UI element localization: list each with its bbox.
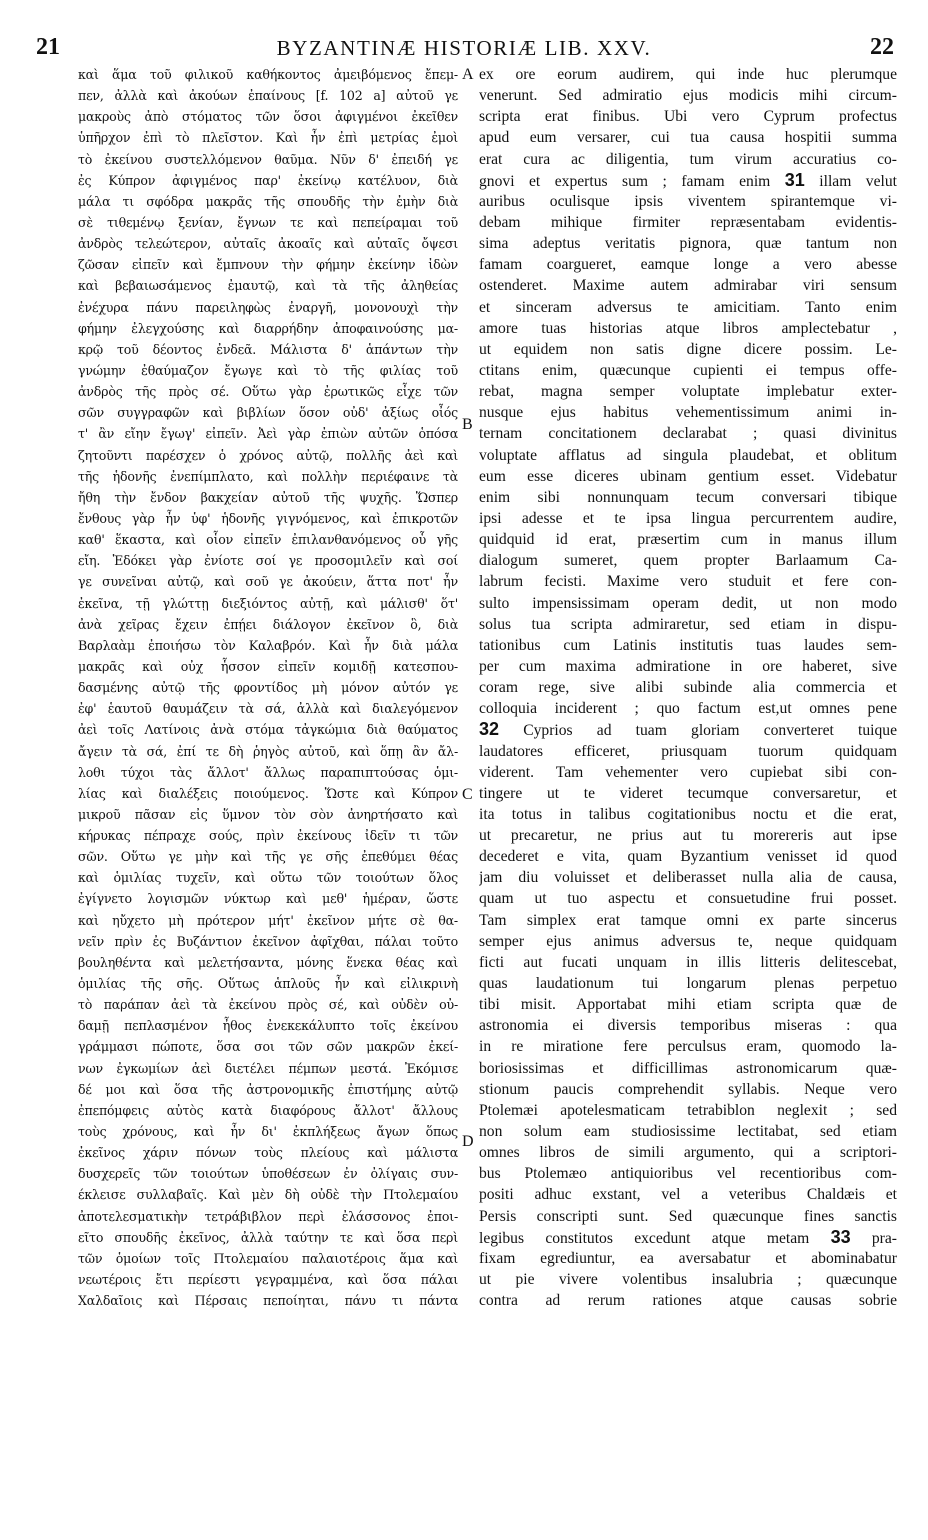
text-line: tingere ut te videret tecumque conversaretur, et bbox=[479, 784, 897, 802]
text-line: σῶν συγγραφῶν καὶ βιβλίων ὅσον οὐδ' ἀξίως οἶός bbox=[78, 405, 458, 421]
text-line: viderent. Tam vehementer vero cupiebat sibi con- bbox=[479, 763, 897, 781]
text-line: dialogum sumeret, quem propter Barlaamum Ca- bbox=[479, 552, 897, 570]
text-line: κήρυκας πέπραχε σούς, πρὶν ἐκείνους ἰδεῖν τι τῶν bbox=[78, 828, 458, 844]
text-line: tationibus cum Latinis institutis tuas laudes sem- bbox=[479, 636, 897, 654]
text-line: enim sibi nonnunquam tecum conversari tibique bbox=[479, 488, 897, 506]
text-line: λίας καὶ διαλέξεις ποιούμενος. Ὥστε καὶ Κύπρον bbox=[78, 785, 458, 801]
text-line: ζητοῦντι παρέσχεν ὁ χρόνος αὐτῷ, πολλῆς ἀεὶ καὶ bbox=[78, 447, 458, 463]
margin-page-number: 31 bbox=[784, 169, 805, 190]
text-line: nusque ejus habitus vehementissimum animi in- bbox=[479, 404, 897, 422]
text-line: εῖτο σπουδῆς ἐκεῖνος, ἀλλὰ ταύτην τε καὶ ὅσα περὶ bbox=[78, 1229, 458, 1245]
text-line: quidquid id erat, præsertim cum in manus illum bbox=[479, 531, 897, 549]
text-line: legibus constitutos excedunt atque metam 33 pra- bbox=[479, 1226, 897, 1247]
text-line: ἐνέχυρα πάνυ παρειληφὼς ἐναργῆ, μονονουχὶ τὴν bbox=[78, 299, 458, 315]
text-line: Ptolemæi apotelesmaticam tetrabiblon neglexit ; sed bbox=[479, 1101, 897, 1119]
text-line: Χαλδαῖοις καὶ Πέρσαις πεποίηται, πάνυ τι πάντα bbox=[78, 1293, 458, 1309]
text-line: καθ' ἕκαστα, καὶ οἷον εἰπεῖν ἐπιλανθανόμενος οὗ γῆς bbox=[78, 532, 458, 548]
section-marker-a: A bbox=[462, 66, 474, 83]
margin-page-number: 33 bbox=[830, 1226, 851, 1247]
text-line: έκλεισε συλλαβαῖς. Καὶ μὲν δὴ οὐδὲ τὴν Πτολεμαίου bbox=[78, 1187, 458, 1203]
text-line: solus tua scripta admiraretur, sed etiam in dispu- bbox=[479, 615, 897, 633]
text-line: per cum maxima admiratione in ore haberet, sive bbox=[479, 657, 897, 675]
text-line: ἐκεῖνος χάριν πόνων τοὺς πλείους καὶ μάλιστα bbox=[78, 1145, 458, 1161]
text-line: et sinceram adversus te amicitiam. Tanto enim bbox=[479, 298, 897, 316]
text-line: scripta erat finibus. Ubi vero Cyprum profectus bbox=[479, 108, 897, 126]
text-line: ostenderet. Maxime autem admirabar viri sensum bbox=[479, 277, 897, 295]
text-line: λοθι τύχοι τὰς ἄλλοτ' ἄλλως παραπιπτούσας ὁμι- bbox=[78, 764, 458, 780]
text-line: coram rege, sive alibi subinde alia commercia et bbox=[479, 679, 897, 697]
text-line: μακρᾶς καὶ οὐχ ἧσσον εἰπεῖν κομιδῇ κατεσπου- bbox=[78, 658, 458, 674]
text-line: ut pie vivere volentibus insalubria ; quæcunque bbox=[479, 1271, 897, 1289]
text-line: δυσχερεῖς τῶν τοιούτων ὑποθέσεων ἐν ὀλίγαις συν- bbox=[78, 1166, 458, 1182]
text-line: νεῖν πρὶν ἐς Βυζάντιον ἐκεῖνον ἀφῖχθαι, πάλαι τοῦτο bbox=[78, 933, 458, 949]
section-marker-c: C bbox=[462, 786, 473, 803]
text-line: venerunt. Sed admiratio ejus modicis mihi circum- bbox=[479, 87, 897, 105]
text-line: tibi misit. Apportabat mihi etiam scripta quæ de bbox=[479, 996, 897, 1014]
text-line: ipsi adesse et te ipsa lingua percurrentem audire, bbox=[479, 509, 897, 527]
text-line: in re miratione fere perculsus eram, quomodo la- bbox=[479, 1038, 897, 1056]
text-line: μακροὺς ἀπὸ στόματος τῶν ὅσοι ἀφιγμένοι ἐκεῖθεν bbox=[78, 109, 458, 125]
text-line: astronomia ei diversis temporibus miseras : qua bbox=[479, 1017, 897, 1035]
text-line: omnes libros de simili argumento, qui a scriptori- bbox=[479, 1144, 897, 1162]
text-line: labrum fecisti. Maxime vero studuit et fere con- bbox=[479, 573, 897, 591]
text-line: ἔνθους γὰρ ἦν ὑφ' ἡδονῆς γιγνόμενος, καὶ ἐπικροτῶν bbox=[78, 510, 458, 526]
text-line: erat cura ac diligentia, tum virum accuratius co- bbox=[479, 150, 897, 168]
text-line: γράμμασι πώποτε, ὅσα σοι τῶν σῶν μακρῶν ἐκεί- bbox=[78, 1039, 458, 1055]
text-line: decederet e vita, quam Byzantium venisset id quod bbox=[479, 848, 897, 866]
text-line: apud eum versarer, cui tua causa hospitii summa bbox=[479, 129, 897, 147]
text-line: ut precaretur, ne prius aut tu morereris aut ipse bbox=[479, 827, 897, 845]
text-line: τοὺς χρόνους, καὶ ἦν δι' ἐκπλήξεως ἄγων ὅπως bbox=[78, 1124, 458, 1140]
text-line: καὶ βεβαιωσάμενος ἐμαυτῷ, καὶ τὰ τῆς ἀληθείας bbox=[78, 278, 458, 294]
text-line: μάλα τι σφόδρα μακρᾶς τῆς σπουδῆς τὴν ἐμὴν διὰ bbox=[78, 193, 458, 209]
text-line: ex ore eorum audirem, qui inde huc plerumque bbox=[479, 66, 897, 83]
text-line: νων ἐγκωμίων ἀεὶ διετέλει πέμπων μεστά. Ἐκόμισε bbox=[78, 1060, 458, 1076]
text-line: ἀνδρὸς τελεώτερον, αὐταῖς ἀκοαῖς καὶ αὐταῖς ὄψεσι bbox=[78, 236, 458, 252]
text-line: quas laudationum tui longarum plenas perpetuo bbox=[479, 975, 897, 993]
text-line: amore tuas historias atque libros amplectebatur , bbox=[479, 319, 897, 337]
running-header bbox=[30, 34, 898, 64]
text-line: ficti aut fucati unquam in illis litteris delitescebat, bbox=[479, 953, 897, 971]
text-line: eum esse diceres ubinam gentium esset. Videbatur bbox=[479, 467, 897, 485]
text-line: ἐπεπόμφεις αὐτὸς κατὰ διαφόρους ἄλλοτ' ἄλλους bbox=[78, 1102, 458, 1118]
text-line: εἴη. Ἐδόκει γὰρ ἐνίοτε σοί γε προσομιλεῖν καὶ σοί bbox=[78, 553, 458, 569]
latin-text-column bbox=[479, 64, 897, 1311]
text-line: auribus oculisque ipsis viventem spirantemque vi- bbox=[479, 192, 897, 210]
text-line: ἐγίγνετο λογισμῶν νύκτωρ καὶ μεθ' ἡμέραν, ὥστε bbox=[78, 891, 458, 907]
text-line: καὶ ὁμιλίας τυχεῖν, καὶ οὕτω τῶν τοιούτων ὅλος bbox=[78, 870, 458, 886]
text-line: καὶ ηὔχετο μὴ πρότερον μήτ' ἐκεῖνον μήτε σὲ θα- bbox=[78, 912, 458, 928]
text-line: ἐφ' ἑαυτοῦ θαυμάζειν τὰ σά, ἀλλὰ καὶ διαλεγόμενον bbox=[78, 701, 458, 717]
text-line: Tam simplex erat tamque omni ex parte sincerus bbox=[479, 911, 897, 929]
text-line: κρῷ τοῦ δέοντος ἐνδεᾶ. Μάλιστα δ' ἁπάντων τὴν bbox=[78, 341, 458, 357]
text-line: σῶν. Οὕτω γε μὴν καὶ τῆς γε σῆς ἐπεθύμει θέας bbox=[78, 849, 458, 865]
text-line: ἄγειν τὰ σά, ἐπί τε δὴ ῥηγὸς αὐτοῦ, καὶ ὅπῃ ἂν ἄλ- bbox=[78, 743, 458, 759]
text-line: ἀνδρὸς τῆς πρὸς σέ. Οὕτω γὰρ ἐρωτικῶς εἶχε τῶν bbox=[78, 384, 458, 400]
text-line: non solum eam studiosissime lectitabat, sed etiam bbox=[479, 1123, 897, 1141]
margin-page-number: 32 bbox=[479, 719, 500, 740]
text-line: rebat, magna semper voluptate implebatur exter- bbox=[479, 383, 897, 401]
text-line: ἐς Κύπρον ἀφιγμένος παρ' ἐκείνῳ κατέλυον, διὰ bbox=[78, 172, 458, 188]
text-line: quam ut tuo aspectu et consuetudine frui posset. bbox=[479, 890, 897, 908]
text-line: ἐκεῖνα, τῇ γλώττῃ διεξιόντος αὐτῇ, καὶ μάλισθ' ὅτ' bbox=[78, 595, 458, 611]
text-line: positi adhuc exstant, vel a veteribus Chaldæis et bbox=[479, 1186, 897, 1204]
text-line: τῆς ἡδονῆς ἐνεπίμπλατο, καὶ πολλὴν περιέφαινε τὰ bbox=[78, 468, 458, 484]
text-line: laudatores efficeret, priusquam tuorum quidquam bbox=[479, 742, 897, 760]
text-line: ἀεὶ τοῖς Λατίνοις ἀνὰ στόμα τἀγκώμια διὰ θαύματος bbox=[78, 722, 458, 738]
text-line: νεωτέροις ἔτι περίεστι γεγραμμένα, καὶ ὅσα πάλαι bbox=[78, 1272, 458, 1288]
text-line: voluptate afflatus ad singula plaudebat, et oblitum bbox=[479, 446, 897, 464]
text-line: ternam concitationem declarabat ; quasi divinitus bbox=[479, 425, 897, 443]
text-line: τ' ἂν εἴην ἔγωγ' εἰπεῖν. Ἀεὶ γὰρ ἐπιὼν αὐτῶν ὁπόσα bbox=[78, 426, 458, 442]
text-line: τῶν ὁμοίων τοῖς Πτολεμαίου παλαιοτέροις ἅμα καὶ bbox=[78, 1250, 458, 1266]
text-line: γε συνεῖναι αὐτῷ, καὶ σοῦ γε ἀκούειν, ἅττα ποτ' ἦν bbox=[78, 574, 458, 590]
text-line: 32 Cyprios ad tuam gloriam converteret tuique bbox=[479, 719, 897, 740]
text-line: semper ejus animus adversus te, neque quidquam bbox=[479, 932, 897, 950]
text-line: bus Ptolemæo antiquioribus vel recentioribus com- bbox=[479, 1165, 897, 1183]
text-line: famam coargueret, eamque longe a vero abesse bbox=[479, 256, 897, 274]
section-marker-d: D bbox=[462, 1133, 474, 1150]
text-line: φήμην ἐλεγχούσης καὶ διαρρήδην ἀποφαινούσης μα- bbox=[78, 320, 458, 336]
text-line: ἤθη τὴν ἔνδον βακχείαν αὐτοῦ τῆς ψυχῆς. Ὥσπερ bbox=[78, 489, 458, 505]
text-line: boriosissimas et difficillimas astronomicarum quæ- bbox=[479, 1059, 897, 1077]
text-line: colloquia inciderent ; quo factum est,ut omnes pene bbox=[479, 700, 897, 718]
text-line: ζῶσαν εἰπεῖν καὶ ἔμπνουν τὴν φήμην ἐκείνην ἰδὼν bbox=[78, 257, 458, 273]
page-number-right: 22 bbox=[870, 34, 894, 60]
text-line: ἀποτελεσματικὴν τετράβιβλον περὶ ἐλάσσονος ἐποι- bbox=[78, 1208, 458, 1224]
text-line: Βαρλαὰμ ἐποιήσω τὸν Καλαβρόν. Καὶ ἦν διὰ μάλα bbox=[78, 637, 458, 653]
page-number-left: 21 bbox=[36, 34, 60, 60]
text-line: sima adeptus veritatis pignora, quæ tantum non bbox=[479, 235, 897, 253]
text-line: ita totus in talibus cogitationibus noctu et die erat, bbox=[479, 805, 897, 823]
text-line: contra ad rerum rationes atque causas sobrie bbox=[479, 1292, 897, 1310]
text-line: ut equidem non satis digne dicere possim. Le- bbox=[479, 340, 897, 358]
text-line: δαμῇ πεπλασμένον ἦθος ἐνεκεκάλυπτο τοῖς ἐκείνου bbox=[78, 1018, 458, 1034]
text-line: Persis conscripti sunt. Sed quæcunque fines sanctis bbox=[479, 1207, 897, 1225]
text-line: ὑπῆρχον ἐπὶ τὸ πλεῖστον. Καὶ ἦν ἐπὶ μετρίας ἐμοὶ bbox=[78, 130, 458, 146]
text-line: σὲ τιθεμένῳ ξενίαν, ἔγνων τε καὶ πεπείραμαι τοῦ bbox=[78, 214, 458, 230]
text-line: γνώμην ἐθαύμαζον ἔγωγε καὶ τὸ τῆς φιλίας τοῦ bbox=[78, 362, 458, 378]
text-line: fixam egrediuntur, ea aversabatur et abominabatur bbox=[479, 1249, 897, 1267]
text-line: sulto impensissimam operam dedit, ut non modo bbox=[479, 594, 897, 612]
text-line: βουληθέντα καὶ μελετήσαντα, μόνης ἕνεκα θέας καὶ bbox=[78, 954, 458, 970]
text-line: ἀνὰ χεῖρας ἔχειν ἐπῄει διάλογον ἐκεῖνον ὃ, διὰ bbox=[78, 616, 458, 632]
text-line: πεν, ἀλλὰ καὶ ἀκούων ἐπαίνους [f. 102 a] αὐτοῦ γε bbox=[78, 88, 458, 104]
text-line: τὸ ἐκείνου συστελλόμενον θαῦμα. Νῦν δ' ἐπειδή γε bbox=[78, 151, 458, 167]
text-line: debam mihique firmiter repræsentabam evidentis- bbox=[479, 213, 897, 231]
text-line: δέ μοι καὶ ὅσα τῆς ἀστρονομικῆς ἐπιστήμης αὐτῷ bbox=[78, 1081, 458, 1097]
text-line: jam diu voluisset et deliberasset nulla alia de causa, bbox=[479, 869, 897, 887]
text-line: τὸ παράπαν ἀεὶ τὰ ἐκείνου πρὸς σέ, καὶ οὐδὲν οὐ- bbox=[78, 997, 458, 1013]
text-line: stionum paucis comprehendit syllabis. Neque vero bbox=[479, 1080, 897, 1098]
section-marker-b: B bbox=[462, 416, 473, 433]
running-title: BYZANTINÆ HISTORIÆ LIB. XXV. bbox=[276, 36, 652, 60]
text-line: gnovi et expertus sum ; famam enim 31 illam velut bbox=[479, 169, 897, 190]
text-line: ctitans enim, quæcunque cupienti ei tempus offe- bbox=[479, 361, 897, 379]
text-line: ὁμιλίας τῆς σῆς. Οὕτως ἁπλοῦς ἦν καὶ εἰλικρινὴ bbox=[78, 976, 458, 992]
greek-text-column bbox=[78, 64, 458, 1311]
text-line: μικροῦ πᾶσαν εἰς ὕμνον τὸν σὸν ἀνηρτήσατο καὶ bbox=[78, 806, 458, 822]
text-line: καὶ ἅμα τοῦ φιλικοῦ καθήκοντος ἀμειβόμενος ἔπεμ- bbox=[78, 67, 458, 82]
text-line: δασμένης αὐτῷ τῆς φροντίδος μὴ μόνον αὐτόν γε bbox=[78, 680, 458, 696]
